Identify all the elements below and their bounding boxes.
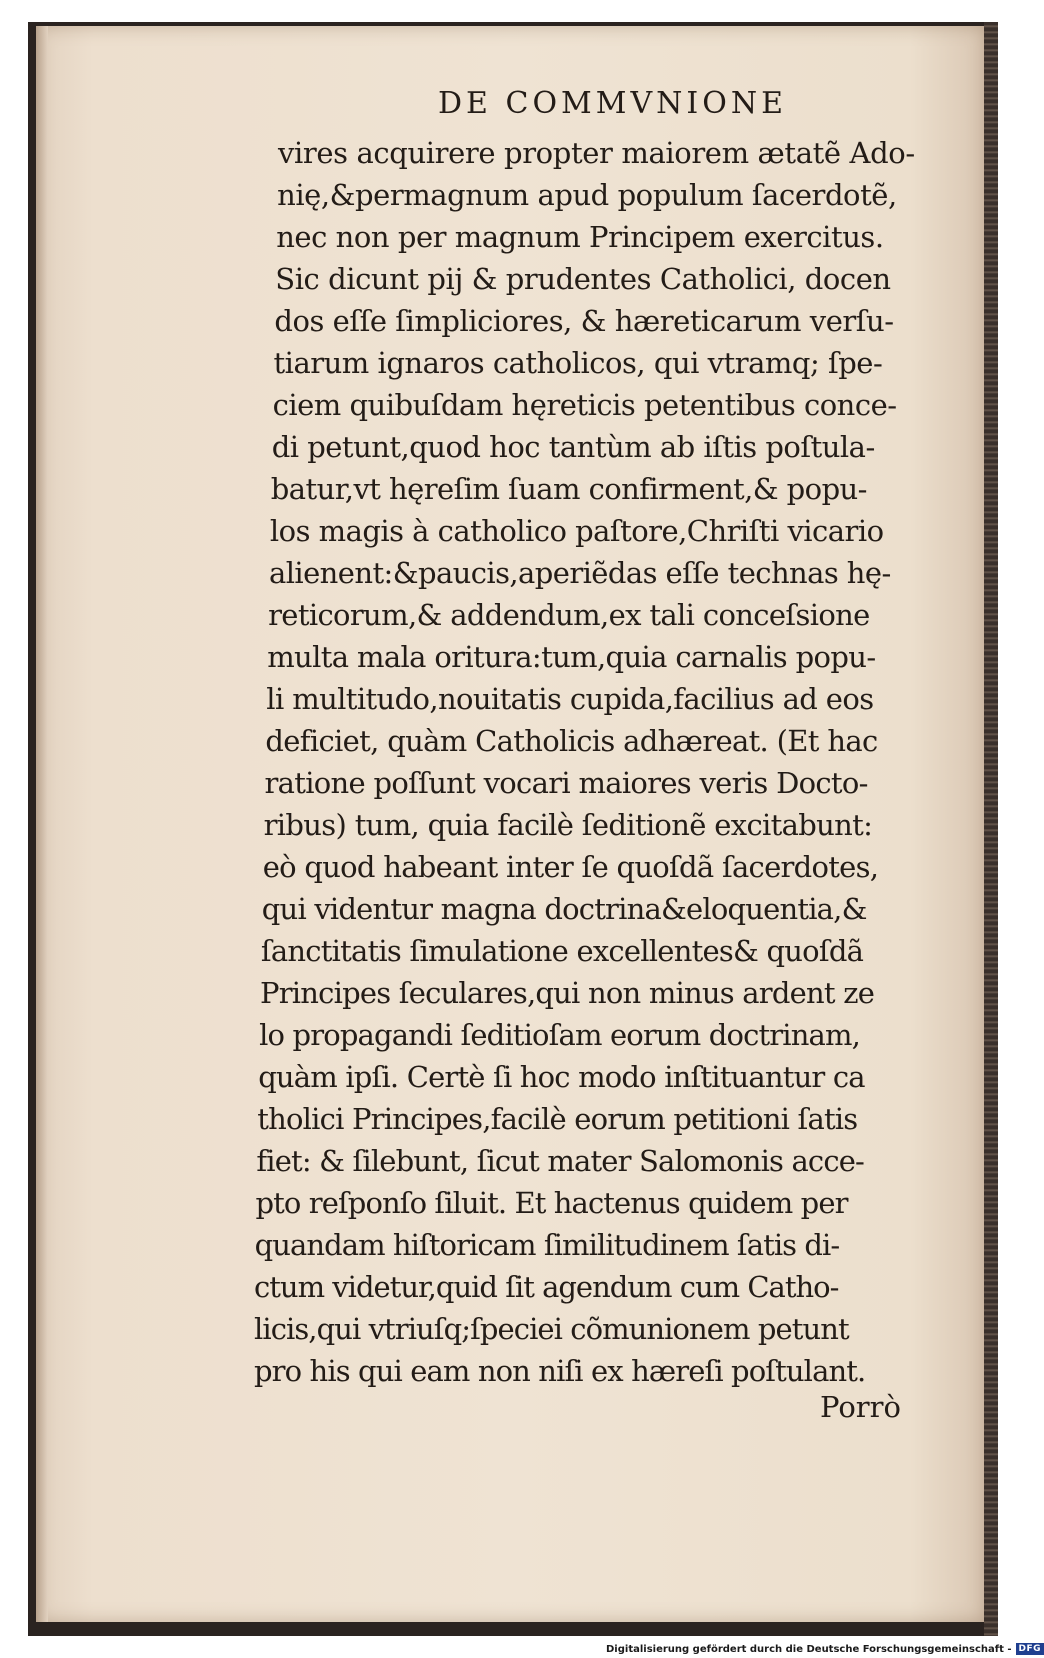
text-line: eò quod habeant inter ſe quoſdã ſacerdotes, [262,850,879,884]
text-line: Sic dicunt pij & prudentes Catholici, docen [275,262,891,296]
text-line: pto reſponſo ſiluit. Et hactenus quidem per [255,1186,848,1220]
text-line: dos eſſe ſimpliciores, & hæreticarum verſu- [274,304,894,338]
credit-text: Digitalisierung gefördert durch die Deutsche Forschungsgemeinschaft - [606,1643,1012,1655]
text-line: quandam hiſtoricam ſimilitudinem ſatis di- [254,1228,840,1262]
page-gutter [36,26,48,1622]
text-line: ciem quibuſdam hęreticis petentibus conce- [272,388,897,422]
text-line: tholici Principes,facilè eorum petitioni ſatis [257,1102,858,1136]
text-line: nec non per magnum Principem exercitus. [276,220,884,254]
text-line: reticorum,& addendum,ex tali conceſsione [268,598,870,632]
text-line: quàm ipſi. Certè ſi hoc modo inſtituantur ca [258,1060,865,1094]
dfg-logo-icon: DFG [1016,1643,1044,1655]
digitization-credit [606,1642,1044,1656]
text-line: ratione poſſunt vocari maiores veris Docto- [264,766,868,800]
text-line: ſanctitatis ſimulatione excellentes& quoſdã [260,934,864,968]
text-line: li multitudo,nouitatis cupida,facilius ad eos [266,682,874,716]
text-line: lo propagandi ſeditioſam eorum doctrinam, [259,1018,861,1052]
body-text [254,132,974,1392]
text-line: pro his qui eam non niſi ex hæreſi poſtulant. [254,1354,866,1388]
text-line: multa mala oritura:tum,quia carnalis popu- [267,640,876,674]
running-head: DE COMMVNIONE [438,86,787,121]
text-line: fiet: & ſilebunt, ſicut mater Salomonis acce- [256,1144,865,1178]
text-line: licis,qui vtriuſq;ſpeciei cõmunionem petunt [254,1312,849,1346]
text-line: nię,&permagnum apud populum ſacerdotẽ, [277,178,897,212]
text-line: vires acquirere propter maiorem ætatẽ Ado- [278,136,915,170]
text-line: los magis à catholico paſtore,Chriſti vicario [269,514,884,548]
catchword: Porrò [820,1390,901,1424]
text-line: batur,vt hęreſim ſuam confirment,& popu- [270,472,867,506]
text-line: alienent:&paucis,aperiẽdas eſſe technas hę- [269,556,891,590]
text-line: Principes ſeculares,qui non minus ardent ze [260,976,875,1010]
text-line: di petunt,quod hoc tantùm ab iſtis poſtula- [271,430,875,464]
text-line: ribus) tum, quia facilè ſeditionẽ excitabunt: [263,808,873,842]
text-line: ctum videtur,quid ſit agendum cum Catho- [254,1270,839,1304]
text-line: deficiet, quàm Catholicis adhæreat. (Et hac [265,724,878,758]
text-line: tiarum ignaros catholicos, qui vtramq; ſpe- [273,346,883,380]
page-edges [984,22,998,1636]
text-line: qui videntur magna doctrina&eloquentia,& [261,892,867,926]
